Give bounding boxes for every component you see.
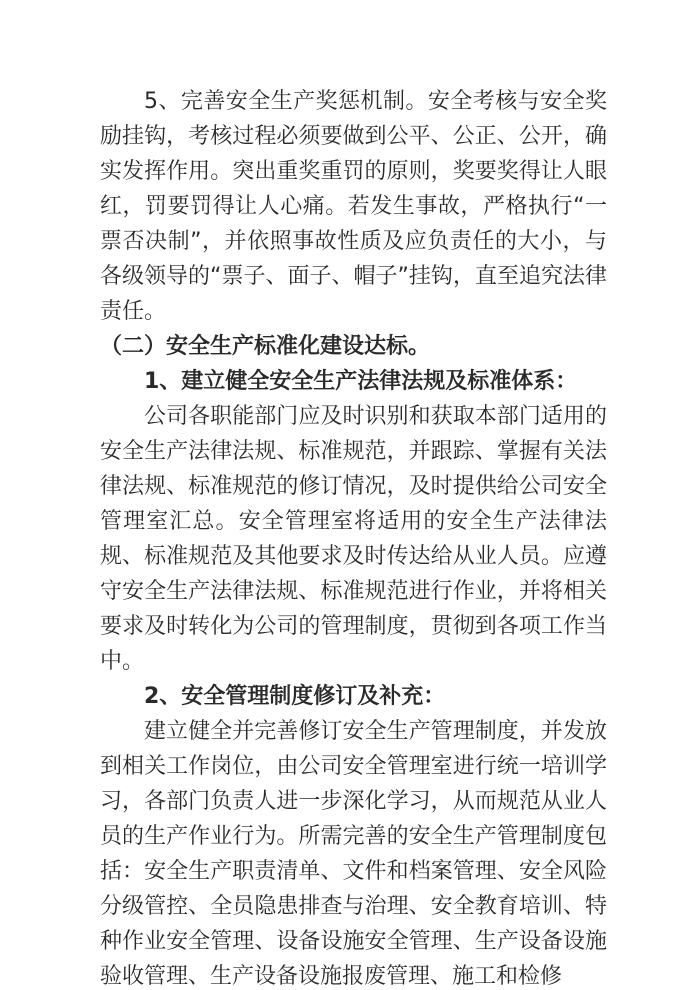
heading-item-1-legal-system: 1、建立健全安全生产法律法规及标准体系： <box>144 369 578 394</box>
paragraph-reward-punishment-mechanism: 5、完善安全生产奖惩机制。安全考核与安全奖励挂钩，考核过程必须要做到公平、公正、公开，确实发挥作用。突出重奖重罚的原则，奖要奖得让人眼红，罚要罚得让人心痛。若发生事故，严格执行“一票否决制”，并依照事故性质及应负责任的大小，与各级领导的“票子、面子、帽子”挂钩，直至追究法律责任。 <box>100 89 607 324</box>
document-body <box>100 84 607 990</box>
heading-section-2-standardization: （二）安全生产标准化建设达标。 <box>100 334 431 359</box>
paragraph-management-system-revision: 建立健全并完善修订安全生产管理制度，并发放到相关工作岗位，由公司安全管理室进行统一培训学习，各部门负责人进一步深化学习，从而规范从业人员的生产作业行为。所需完善的安全生产管理制度包括：安全生产职责清单、文件和档案管理、安全风险分级管控、全员隐患排查与治理、安全教育培训、特种作业安全管理、设备设施安全管理、生产设备设施验收管理、生产设备设施报废管理、施工和检修 <box>100 719 607 989</box>
heading-item-2-system-revision: 2、安全管理制度修订及补充： <box>144 684 446 709</box>
paragraph-laws-regulations: 公司各职能部门应及时识别和获取本部门适用的安全生产法律法规、标准规范，并跟踪、掌握有关法律法规、标准规范的修订情况，及时提供给公司安全管理室汇总。安全管理室将适用的安全生产法律法规、标准规范及其他要求及时传达给从业人员。应遵守安全生产法律法规、标准规范进行作业，并将相关要求及时转化为公司的管理制度，贯彻到各项工作当中。 <box>100 404 607 674</box>
